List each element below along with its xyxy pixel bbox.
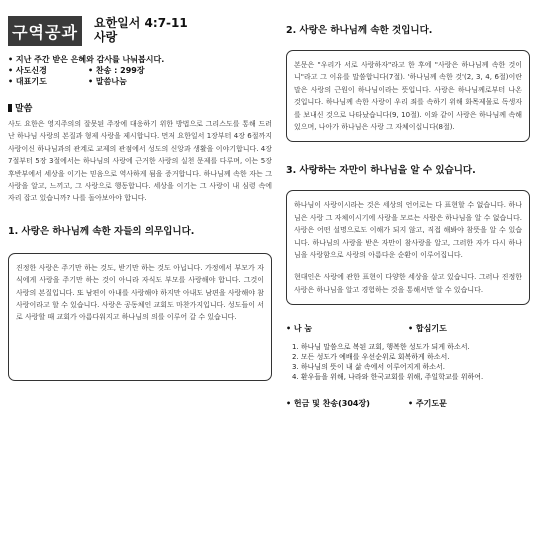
section1-box [8, 253, 272, 381]
opening-sharing: • 지난 주간 받은 은혜와 감사를 나눠봅시다. [8, 55, 165, 64]
offering-hymn-label: • 헌금 및 찬송(304장) [286, 399, 370, 409]
apostles-creed: • 사도신경 [8, 66, 47, 75]
sharing-label: • 나 눔 [286, 324, 313, 334]
prayer-item: 4. 환우들을 위해, 나라와 한국교회를 위해, 주일학교를 위하여. [292, 373, 484, 382]
lords-prayer-label: • 주기도문 [408, 399, 447, 409]
left-column [8, 16, 272, 381]
message-body: 사도 요한은 영지주의의 잘못된 주장에 대응하기 위한 방법으로 그리스도를 통해 드러난 하나님 사랑의 본질과 형제 사랑을 제시합니다. 먼저 요한일서 1장부터 4장 6절까지 사랑이신 하나님과의 관계로 교제의 관점에서 성도의 신앙과 생활을 이야기합니다. 4장 7절부터 5장 3절에서는 하나님의 사랑에 근거한 사랑의 실천 문제를 다루며, 이는 5장 후반부에서 세상을 이기는 믿음으로 역사하게 됨을 증거합니다. 하나님께 속한 자는 그 사랑을 알고, 느끼고, 그 사랑으로 행동합니다. 세상을 이기는 그 사랑이 내 심령 속에 자리 잡고 있습니까? 나를 돌아보아야 합니다. [8, 120, 272, 203]
lesson-topic: 사랑 [94, 30, 118, 44]
section2-title: 2. 사랑은 하나님께 속한 것입니다. [286, 25, 433, 36]
section2-body: 본문은 "우리가 서로 사랑하자"라고 한 후에 "사랑은 하나님께 속한 것이니"라고 그 이유를 말씀합니다(7절). '하나님께 속한 것'(2, 3, 4, 6절)이란 말은 사랑의 근원이 하나님이라는 뜻입니다. 사랑은 하나님께로부터 나온 것입니다. 하나님께 속한 사랑이 우리 죄를 속하기 위해 화목제물로 독생자를 보내신 것으로 나타났습니다(9, 10절). 이와 같이 사랑은 하나님께 속해 있으며, 나아가 하나님은 사랑 그 자체이십니다(8절). [294, 61, 522, 132]
title-block [94, 16, 188, 44]
closing-row-1 [286, 323, 530, 334]
order-row-2 [8, 76, 272, 87]
prayer-item: 1. 하나님 말씀으로 복된 교회, 행복한 성도가 되게 하소서. [292, 343, 470, 352]
section3-box [286, 190, 530, 305]
message-heading-label: 말씀 [15, 104, 33, 114]
section2-box [286, 50, 530, 142]
message-heading [8, 101, 272, 114]
representative-prayer: • 대표기도 [8, 77, 47, 86]
prayer-item: 2. 모든 성도가 예배를 우선순위로 회복하게 하소서. [292, 353, 450, 362]
section1-title: 1. 사랑은 하나님께 속한 자들의 의무입니다. [8, 225, 195, 237]
right-column [286, 16, 530, 409]
unison-prayer-label: • 합심기도 [408, 324, 447, 334]
prayer-list [286, 342, 530, 382]
heading-marker-icon [8, 104, 12, 112]
section1-body: 진정한 사랑은 주기만 하는 것도, 받기만 하는 것도 아닙니다. 가정에서 부모가 자식에게 사랑을 주기만 하는 것이 아니라 자식도 부모를 사랑해야 합니다. 그것이 사랑의 본질입니다. 또 남편이 아내를 사랑해야 하지만 아내도 남편을 사랑해야 참사랑이라고 할 수 있습니다. 사랑은 공동체인 교회도 마찬가지입니다. 성도들이 서로 사랑할 때 교회가 아름다워지고 하나님의 의를 이루어 갈 수 있습니다. [16, 263, 264, 322]
section3-title: 3. 사랑하는 자만이 하나님을 알 수 있습니다. [286, 165, 476, 177]
order-of-service [8, 54, 272, 87]
scripture-reference: 요한일서 4:7-11 [94, 16, 188, 30]
closing-row-2 [286, 398, 530, 409]
prayer-item: 3. 하나님의 뜻이 내 삶 속에서 이루어지게 하소서. [292, 363, 445, 372]
lesson-badge: 구역공과 [8, 16, 82, 46]
word-sharing: • 말씀나눔 [88, 77, 127, 86]
hymn-number: • 찬송 : 299장 [88, 66, 145, 75]
section3-body-2: 현대인은 사랑에 관한 표현이 다양한 세상을 살고 있습니다. 그러나 진정한 사랑은 하나님을 알고 경험하는 것을 통해서만 알 수 있습니다. [294, 273, 522, 294]
order-row-1 [8, 65, 272, 76]
header [8, 16, 272, 48]
closing-section [286, 323, 530, 409]
section3-body-1: 하나님이 사랑이시라는 것은 세상의 언어로는 다 표현할 수 없습니다. 하나님은 사랑 그 자체이시기에 사랑을 모르는 사람은 하나님을 알 수 없습니다. 사랑은 어떤 설명으로도 이해가 되지 않고, 직접 해봐야 참뜻을 알 수 있습니다. 하나님의 사랑을 받은 자만이 참사랑을 알고, 그러한 자가 다시 하나님을 사랑함으로 사랑의 아름다운 순환이 이루어집니다. [294, 201, 522, 260]
